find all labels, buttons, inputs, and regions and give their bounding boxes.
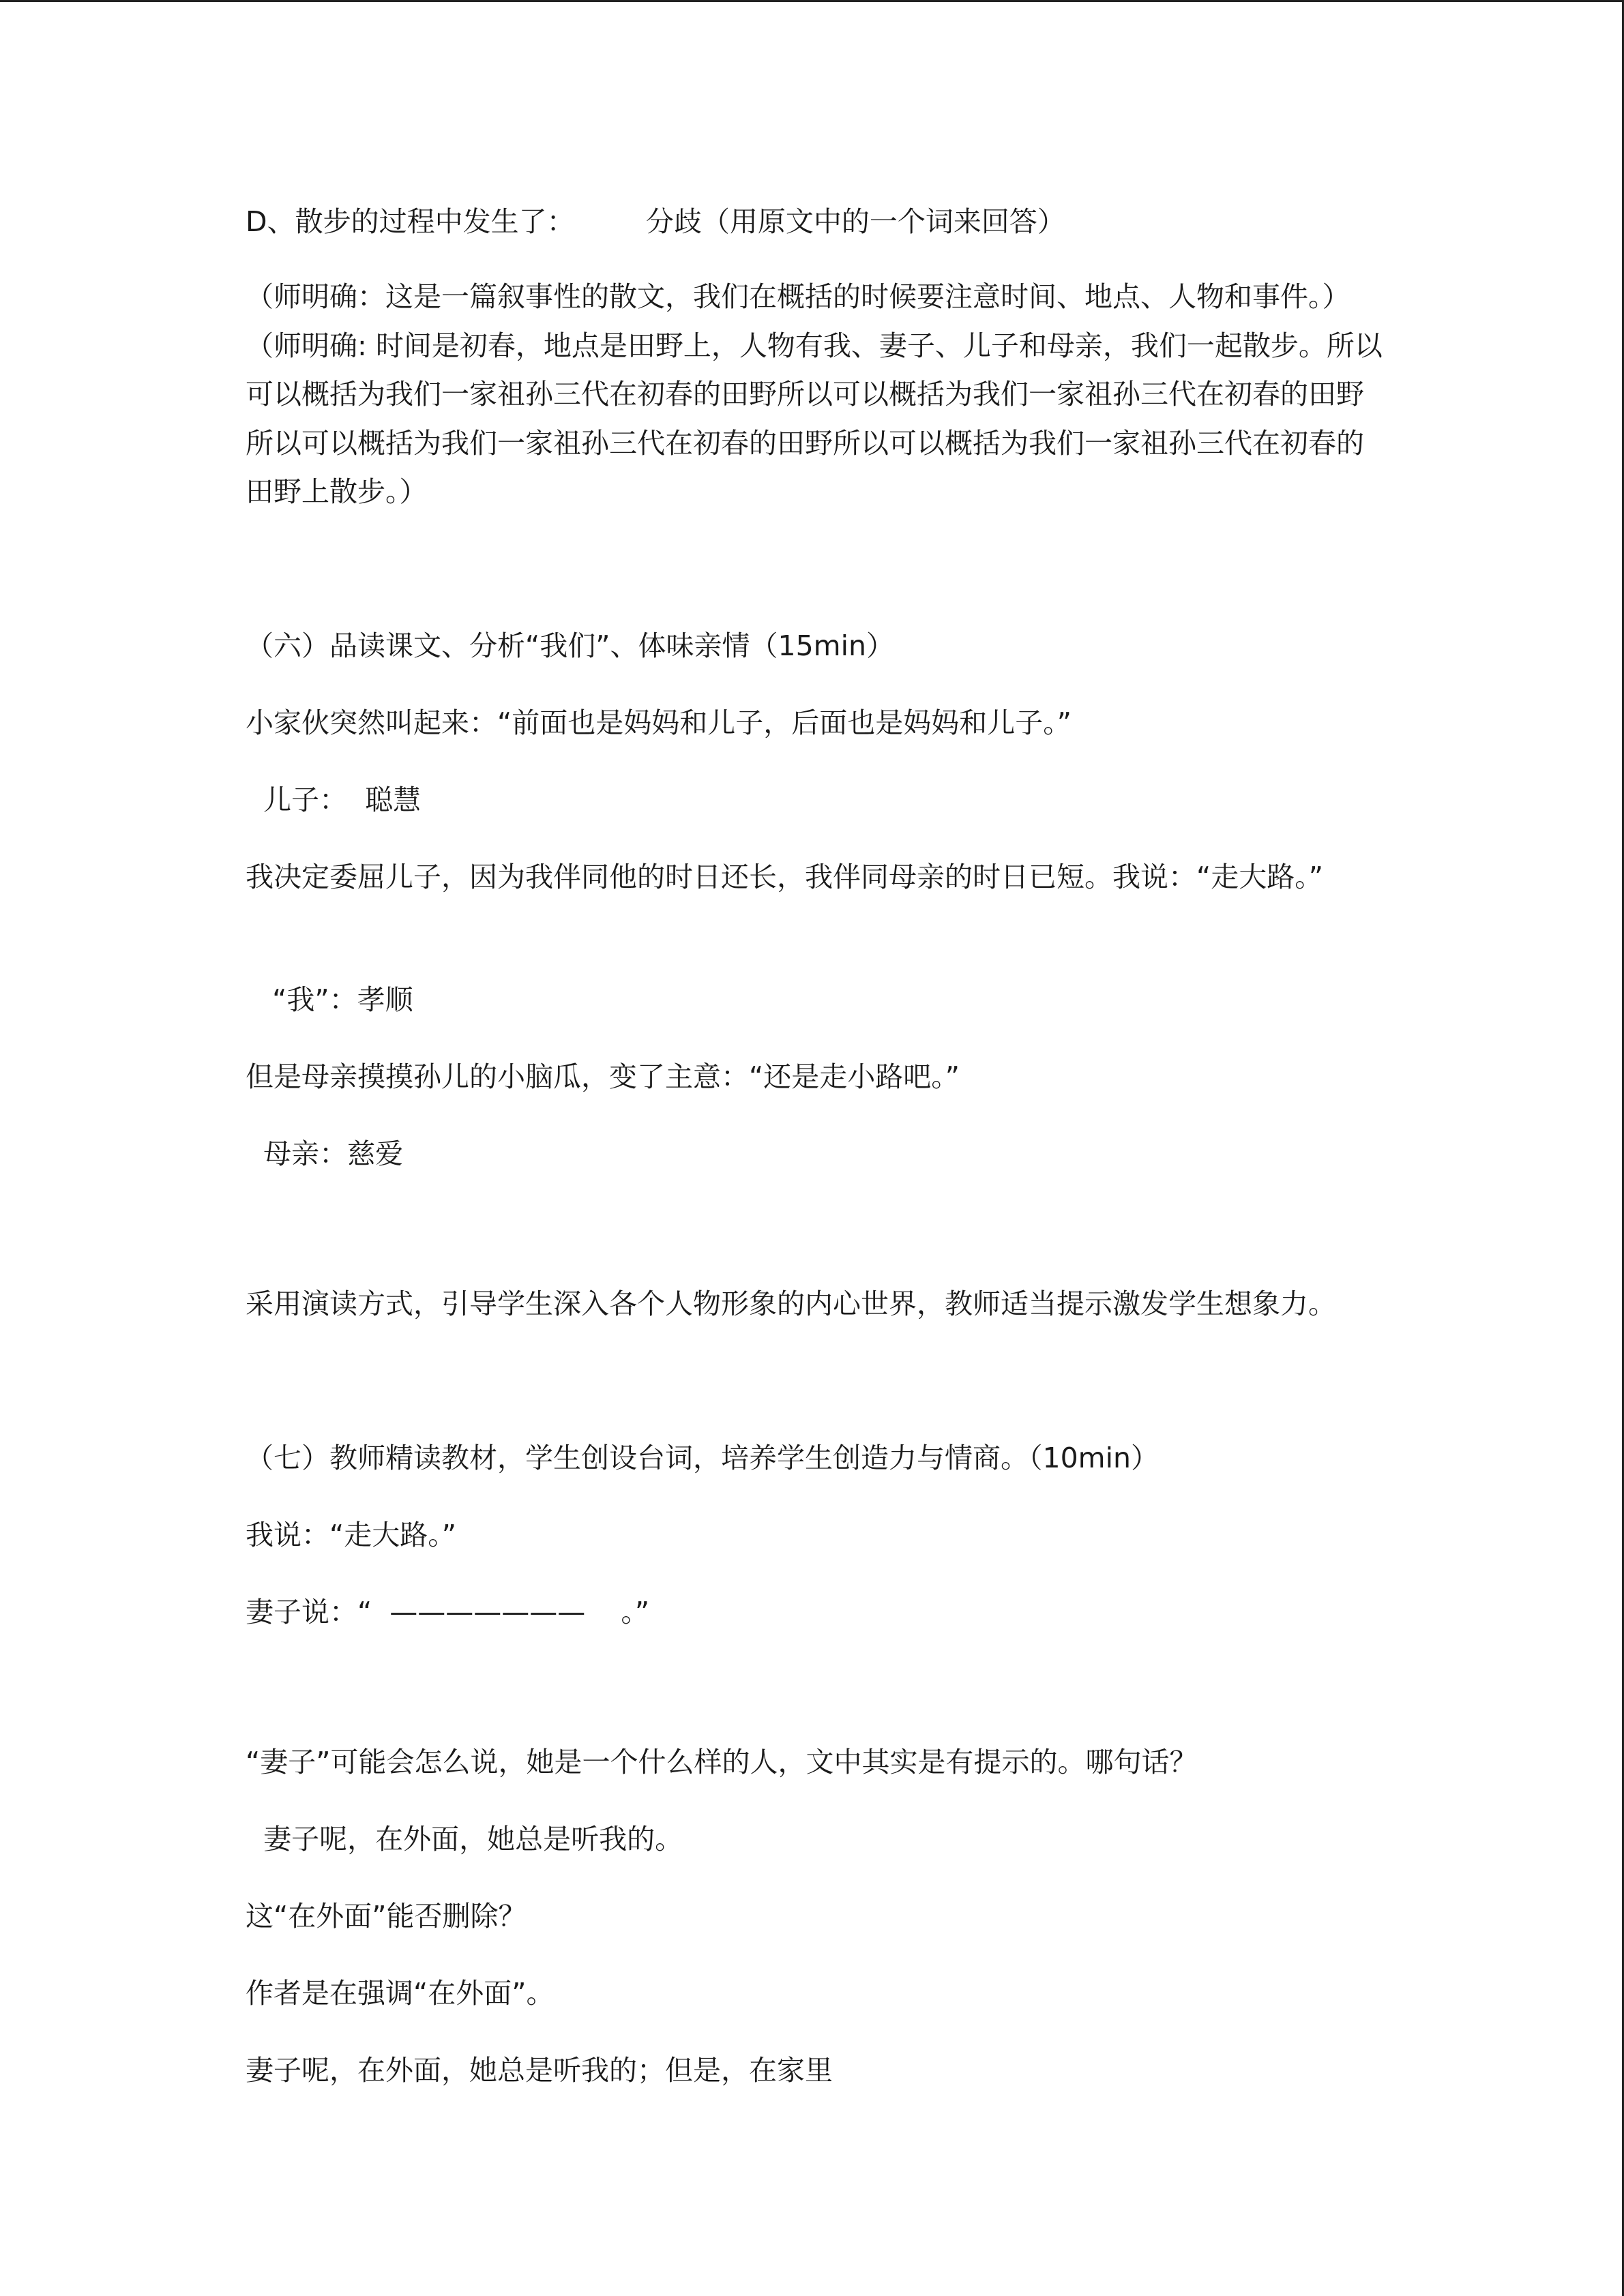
section-six-heading: （六）品读课文、分析“我们”、体味亲情（15min） xyxy=(246,629,894,662)
wife-said-blank-line: 妻子说：“ ——————— 。” xyxy=(246,1596,650,1628)
quote-child-line: 小家伙突然叫起来：“前面也是妈妈和儿子，后面也是妈妈和儿子。” xyxy=(246,706,1072,739)
quote-i-said-line: 我说：“走大路。” xyxy=(246,1519,456,1551)
mother-trait-line: 母亲：慈爱 xyxy=(246,1137,404,1170)
teacher-clarification-paragraph: （师明确：这是一篇叙事性的散文，我们在概括的时候要注意时间、地点、人物和事件。） （师明确: 时间是初春，地点是田野上，人物有我、妻子、儿子和母亲，我们一起散步。所以可以概括为我们一家祖孙三代在初春的田野所以可以概括为我们一家祖孙三代在初春的田野所以可以概括为我们一家祖孙三代在初春的田野所以可以概括为我们一家祖孙三代在初春的田野上散步。） xyxy=(246,280,1383,508)
wife-home-line: 妻子呢，在外面，她总是听我的；但是，在家里 xyxy=(246,2054,833,2087)
question-d-line: D、散步的过程中发生了： 分歧（用原文中的一个词来回答） xyxy=(246,205,1065,238)
page-top-border xyxy=(0,0,1624,2)
quote-mother-line: 但是母亲摸摸孙儿的小脑瓜，变了主意：“还是走小路吧。” xyxy=(246,1060,960,1093)
quote-decision-line: 我决定委屈儿子，因为我伴同他的时日还长，我伴同母亲的时日已短。我说：“走大路。” xyxy=(246,861,1323,893)
emphasis-line: 作者是在强调“在外面”。 xyxy=(246,1977,555,2010)
narrator-trait-line: “我”：孝顺 xyxy=(246,983,413,1016)
method-note-line: 采用演读方式，引导学生深入各个人物形象的内心世界，教师适当提示激发学生想象力。 xyxy=(246,1287,1336,1320)
delete-question-line: 这“在外面”能否删除？ xyxy=(246,1900,527,1933)
section-seven-heading: （七）教师精读教材，学生创设台词，培养学生创造力与情商。（10min） xyxy=(246,1442,1159,1474)
wife-quote-line: 妻子呢，在外面，她总是听我的。 xyxy=(246,1823,683,1855)
son-trait-line: 儿子： 聪慧 xyxy=(246,784,422,816)
wife-question-line: “妻子”可能会怎么说，她是一个什么样的人，文中其实是有提示的。哪句话？ xyxy=(246,1746,1198,1778)
